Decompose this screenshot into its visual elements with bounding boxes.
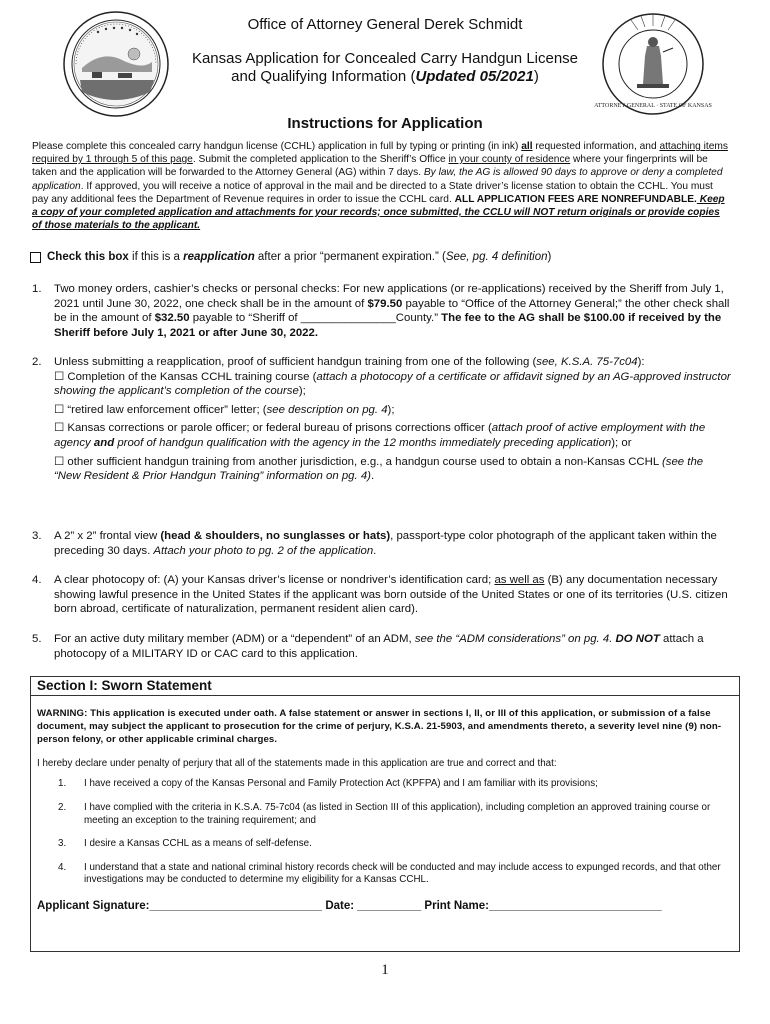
form-subtitle: and Qualifying Information (Updated 05/2021): [231, 68, 539, 85]
signature-line[interactable]: Applicant Signature:___________________________ Date: __________ Print Name:___________________________: [37, 900, 662, 913]
reapplication-checkbox[interactable]: [30, 252, 41, 263]
instruction-item-2: 2. Unless submitting a reapplication, proof of sufficient handgun training from one of the following (see, K.S.A. 75-7c04): ☐ Completion of the Kansas CCHL training course (attach a photocopy of a certificate or affidavit signed by an AG-approved instructor showing the applicant’s completion of the course); ☐ “retired law enforcement officer” letter; (see description on pg. 4); ☐ Kansas corrections or parole officer; or federal bureau of prisons corrections officer (attach proof of active employment with the agency and proof of handgun qualification with the agency in the 12 months immediately preceding application); or ☐ other sufficient handgun training from another jurisdiction, e.g., a handgun course used to obtain a non-Kansas CCHL (see the “New Resident & Prior Handgun Training” information on pg. 4).: [32, 356, 731, 483]
reapplication-label: Check this box if this is a reapplication after a prior “permanent expiration.” (See, pg. 4 definition): [47, 251, 552, 263]
training-option-course[interactable]: ☐ Completion of the Kansas CCHL training course (attach a photocopy of a certificate or affidavit signed by an AG-approved instructor showing the applicant’s completion of the course);: [54, 370, 731, 398]
attorney-general-seal-icon: [594, 12, 712, 116]
perjury-warning: WARNING: This application is executed under oath. A false statement or answer in sections I, II, or III of this application, or submission of a false document, may subject the applicant to prosecution for the crime of perjury, K.S.A. 21-5903, and amendments thereto, a severity level nine (9) non-person felony, or other applicable criminal charges.: [37, 708, 722, 745]
office-name: Office of Attorney General Derek Schmidt: [247, 16, 523, 33]
instruction-item-3: 3. A 2” x 2” frontal view (head & shoulders, no sunglasses or hats), passport-type color photograph of the applicant taken within the preceding 30 days. Attach your photo to pg. 2 of the application.: [32, 530, 717, 557]
document-header: [170, 12, 600, 86]
section-heading: Section I: Sworn Statement: [31, 677, 739, 696]
statement-4: 4. I understand that a state and national criminal history records check will be conducted and may include access to expunged records, and that other investigations may be conducted to determine my eligibility for a Kansas CCHL.: [58, 861, 721, 886]
kansas-state-seal-icon: [62, 10, 170, 118]
instruction-item-4: 4. A clear photocopy of: (A) your Kansas driver’s license or nondriver’s identification card; as well as (B) any documentation necessary showing lawful presence in the United States if the applicant was born outside of the United States or one of its territories (U.S. citizen born abroad, certificate of naturalization, permanent resident alien card).: [32, 574, 728, 616]
reapplication-row: [30, 251, 551, 263]
training-option-other[interactable]: ☐ other sufficient handgun training from another jurisdiction, e.g., a handgun course used to obtain a non-Kansas CCHL (see the “New Resident & Prior Handgun Training” information on pg. 4).: [54, 455, 704, 483]
training-option-corrections[interactable]: ☐ Kansas corrections or parole officer; or federal bureau of prisons corrections officer (attach proof of active employment with the agency and proof of handgun qualification with the agency in the 12 months immediately preceding application); or: [54, 422, 706, 449]
instructions-title: Instructions for Application: [287, 115, 483, 132]
page-number: 1: [381, 962, 389, 978]
declaration-text: I hereby declare under penalty of perjury that all of the statements made in this application are true and correct and that:: [37, 758, 557, 770]
statement-3: 3. I desire a Kansas CCHL as a means of self-defense.: [58, 837, 312, 849]
instruction-item-1: 1. Two money orders, cashier’s checks or personal checks: For new applications (or re-applications) received by the Sheriff from July 1, 2021 until June 30, 2022, one check shall be in the amount of $79.50 payable to “Office of the Attorney General;” the other check shall be in the amount of $32.50 payable to “Sheriff of _______________County.” The fee to the AG shall be $100.00 if received by the Sheriff before July 1, 2021 or after June 30, 2022.: [32, 283, 730, 339]
form-title: Kansas Application for Concealed Carry Handgun License: [191, 50, 579, 67]
intro-paragraph: Please complete this concealed carry handgun license (CCHL) application in full by typing or printing (in ink) all requested information, and attaching items required by 1 through 5 of this page. Submit the completed application to the Sheriff’s Office in your county of residence where your fingerprints will be taken and the application will be forwarded to the Attorney General (AG) within 7 days. By law, the AG is allowed 90 days to approve or deny a completed application. If approved, you will receive a notice of approval in the mail and be directed to a State driver’s license station to obtain the CCHL. You must pay any additional fees the Department of Revenue requires in order to issue the CCHL card. ALL APPLICATION FEES ARE NONREFUNDABLE. Keep a copy of your completed application and attachments for your records; once submitted, the CCLU will NOT return originals or provide copies of those materials to the applicant.: [32, 141, 728, 232]
section-sworn-statement: [30, 676, 740, 952]
statement-1: 1. I have received a copy of the Kansas Personal and Family Protection Act (KPFPA) and I am familiar with its provisions;: [58, 778, 598, 790]
training-option-retired-le[interactable]: ☐ “retired law enforcement officer” letter; (see description on pg. 4);: [54, 403, 395, 416]
seal-right-text: ATTORNEY GENERAL · STATE OF KANSAS: [594, 103, 712, 109]
instruction-item-5: 5. For an active duty military member (ADM) or a “dependent” of an ADM, see the “ADM considerations” on pg. 4. DO NOT attach a photocopy of a MILITARY ID or CAC card to this application.: [32, 633, 704, 660]
statement-2: 2. I have complied with the criteria in K.S.A. 75-7c04 (as listed in Section III of this application), including completion an approved training course or meeting an exception to the training requirement; and: [58, 802, 711, 826]
